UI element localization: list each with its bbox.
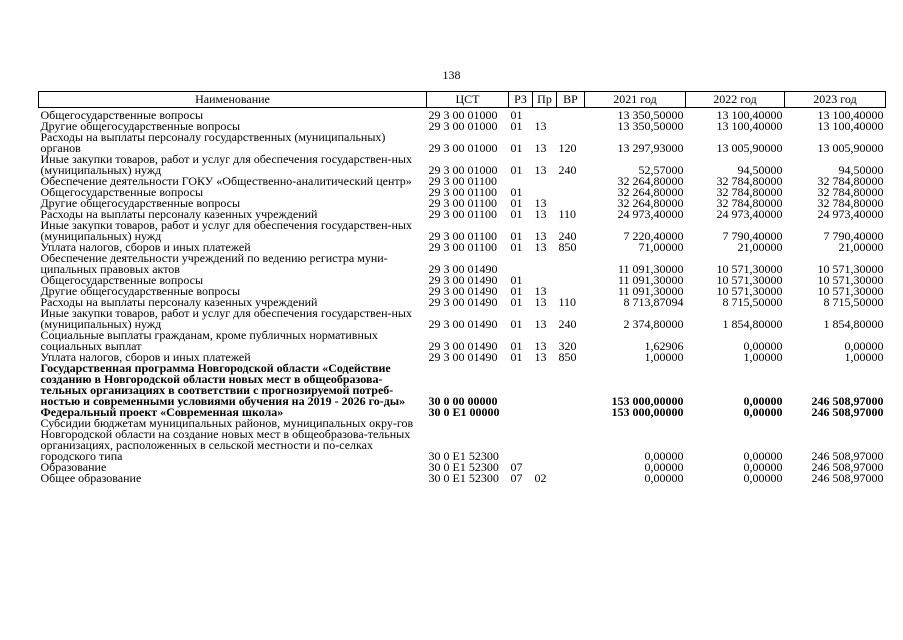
cell-rz: 01	[510, 295, 523, 309]
cell-cst: 29 3 00 01490	[428, 317, 498, 331]
cell-cst: 29 3 00 01490	[428, 273, 498, 287]
cell-2023: 10 571,30000	[817, 284, 884, 298]
cell-2022: 0,00000	[743, 449, 783, 463]
cell-name: Расходы на выплаты персоналу казенных учреждений	[40, 207, 318, 221]
cell-rz: 01	[510, 350, 523, 364]
cell-vr	[557, 187, 585, 198]
cell-pr: 13	[534, 317, 547, 331]
cell-name: Субсидии бюджетам муниципальных районов, муниципальных окру-гов Новгородской области на создание новых мест в общеобразова-тельных организациях, расположенных в сельской местности и по-селках городского типа	[40, 416, 414, 463]
cell-cst: 29 3 00 01490	[428, 262, 498, 276]
cell-name: Расходы на выплаты персоналу казенных учреждений	[40, 295, 318, 309]
cell-name: Иные закупки товаров, работ и услуг для обеспечения государствен-ных (муниципальных) нужд	[40, 218, 412, 243]
cell-2023: 32 784,80000	[817, 174, 884, 188]
cell-2021: 32 264,80000	[617, 185, 684, 199]
cell-name: Другие общегосударственные вопросы	[40, 119, 241, 133]
cell-cst: 29 3 00 01000	[428, 163, 498, 177]
cell-cst: 29 3 00 01000	[428, 119, 498, 133]
cell-2022: 0,00000	[743, 460, 783, 474]
cell-vr: 110	[558, 295, 577, 309]
header-vr: ВР	[557, 92, 585, 108]
cell-2021: 11 091,30000	[617, 262, 684, 276]
table-row	[39, 418, 886, 462]
cell-2023: 246 508,97000	[811, 449, 884, 463]
cell-rz: 01	[510, 207, 523, 221]
cell-name: Образование	[40, 460, 107, 474]
cell-2022: 32 784,80000	[716, 174, 783, 188]
cell-2021: 32 264,80000	[617, 196, 684, 210]
cell-cst: 29 3 00 01000	[428, 141, 498, 155]
cell-name: Уплата налогов, сборов и иных платежей	[40, 350, 251, 364]
cell-2021: 8 713,87094	[623, 295, 684, 309]
cell-name: Уплата налогов, сборов и иных платежей	[40, 240, 251, 254]
cell-2023: 32 784,80000	[817, 185, 884, 199]
cell-cst: 29 3 00 01100	[428, 185, 498, 199]
cell-pr	[533, 407, 557, 418]
header-rz: РЗ	[509, 92, 533, 108]
cell-2022: 10 571,30000	[716, 284, 783, 298]
cell-pr	[533, 418, 557, 462]
cell-2021: 153 000,00000	[611, 394, 684, 408]
cell-vr	[557, 462, 585, 473]
cell-2022: 0,00000	[743, 394, 783, 408]
header-cst: ЦСТ	[427, 92, 509, 108]
cell-2022: 13 005,90000	[716, 141, 783, 155]
cell-2021: 1,00000	[644, 350, 684, 364]
cell-pr: 13	[534, 141, 547, 155]
cell-rz: 01	[510, 284, 523, 298]
cell-2023: 94,50000	[838, 163, 884, 177]
cell-2022: 10 571,30000	[716, 273, 783, 287]
cell-2022: 1,00000	[743, 350, 783, 364]
cell-2023: 13 100,40000	[817, 108, 884, 122]
cell-rz: 01	[510, 119, 523, 133]
table-row	[39, 154, 886, 176]
cell-2022: 32 784,80000	[716, 196, 783, 210]
cell-2023: 7 790,40000	[823, 229, 884, 243]
cell-vr	[557, 407, 585, 418]
cell-pr: 13	[534, 240, 547, 254]
header-name: Наименование	[39, 92, 427, 108]
cell-2023: 13 100,40000	[817, 119, 884, 133]
cell-2022: 10 571,30000	[716, 262, 783, 276]
table-row	[39, 220, 886, 242]
cell-rz: 01	[510, 240, 523, 254]
cell-cst: 29 3 00 01490	[428, 295, 498, 309]
cell-2022: 0,00000	[743, 471, 783, 485]
cell-pr: 13	[534, 163, 547, 177]
cell-vr: 320	[558, 339, 577, 353]
cell-2021: 11 091,30000	[617, 284, 684, 298]
cell-2022: 0,00000	[743, 339, 783, 353]
cell-2023: 8 715,50000	[823, 295, 884, 309]
cell-vr	[557, 275, 585, 286]
cell-pr	[533, 363, 557, 407]
cell-vr: 110	[558, 207, 577, 221]
table-row	[39, 253, 886, 275]
cell-2021: 71,00000	[638, 240, 684, 254]
cell-pr	[533, 253, 557, 275]
cell-2022: 0,00000	[743, 405, 783, 419]
table-row	[39, 363, 886, 407]
header-pr: Пр	[533, 92, 557, 108]
cell-2023: 10 571,30000	[817, 273, 884, 287]
cell-2023: 1 854,80000	[823, 317, 884, 331]
cell-rz: 01	[510, 108, 523, 122]
cell-pr: 13	[534, 350, 547, 364]
cell-pr: 13	[534, 339, 547, 353]
cell-2022: 13 100,40000	[716, 119, 783, 133]
table-row	[39, 308, 886, 330]
cell-rz: 01	[510, 229, 523, 243]
cell-rz: 07	[510, 460, 523, 474]
cell-2023: 246 508,97000	[811, 394, 884, 408]
cell-2022: 32 784,80000	[716, 185, 783, 199]
budget-table	[38, 91, 886, 484]
cell-cst: 29 3 00 01490	[428, 339, 498, 353]
cell-2023: 13 005,90000	[817, 141, 884, 155]
cell-2023: 32 784,80000	[817, 196, 884, 210]
cell-name: Общегосударственные вопросы	[40, 185, 204, 199]
cell-cst: 29 3 00 01490	[428, 350, 498, 364]
table-row	[39, 132, 886, 154]
cell-pr: 13	[534, 284, 547, 298]
cell-2022: 7 790,40000	[722, 229, 783, 243]
cell-cst: 29 3 00 01000	[428, 108, 498, 122]
cell-cst: 30 0 E1 52300	[428, 449, 499, 463]
cell-vr	[557, 418, 585, 462]
cell-name: Общегосударственные вопросы	[40, 108, 204, 122]
cell-2021: 0,00000	[644, 449, 684, 463]
cell-rz: 01	[510, 141, 523, 155]
cell-cst: 29 3 00 01100	[428, 229, 498, 243]
header-row	[39, 92, 886, 108]
cell-vr: 240	[558, 163, 577, 177]
cell-2023: 21,00000	[838, 240, 884, 254]
cell-2022: 21,00000	[737, 240, 783, 254]
cell-vr	[557, 473, 585, 484]
cell-2021: 13 297,93000	[617, 141, 684, 155]
cell-2021: 24 973,40000	[617, 207, 684, 221]
cell-2022: 1 854,80000	[722, 317, 783, 331]
cell-2021: 0,00000	[644, 460, 684, 474]
cell-2021: 13 350,50000	[617, 108, 684, 122]
cell-name: Другие общегосударственные вопросы	[40, 284, 241, 298]
cell-2021: 13 350,50000	[617, 119, 684, 133]
cell-rz: 01	[510, 273, 523, 287]
cell-cst: 29 3 00 01100	[428, 240, 498, 254]
cell-pr	[533, 176, 557, 187]
cell-2021: 153 000,00000	[611, 405, 684, 419]
cell-rz: 01	[510, 196, 523, 210]
cell-rz	[509, 363, 533, 407]
cell-cst: 29 3 00 01100	[428, 174, 498, 188]
cell-cst: 29 3 00 01100	[428, 207, 498, 221]
header-2023: 2023 год	[785, 92, 886, 108]
cell-rz	[509, 418, 533, 462]
cell-vr	[557, 176, 585, 187]
cell-2021: 2 374,80000	[623, 317, 684, 331]
cell-name: Обеспечение деятельности учреждений по ведению регистра муни-ципальных правовых актов	[40, 251, 388, 276]
header-2021: 2021 год	[585, 92, 686, 108]
cell-name: Обеспечение деятельности ГОКУ «Общественно-аналитический центр»	[40, 174, 412, 188]
cell-name: Государственная программа Новгородской области «Содействие созданию в Новгородской области новых мест в общеобразова-тельных организациях в соответствии с прогнозируемой потреб-ностью и современными условиями обучения на 2019 - 2026 го-ды»	[40, 361, 406, 408]
cell-rz	[509, 407, 533, 418]
cell-2021: 0,00000	[644, 471, 684, 485]
cell-vr	[557, 108, 585, 122]
table-row	[39, 473, 886, 484]
page-number: 138	[442, 68, 461, 82]
header-2022: 2022 год	[686, 92, 785, 108]
cell-2021: 52,57000	[638, 163, 684, 177]
cell-2021: 32 264,80000	[617, 174, 684, 188]
table-body	[39, 108, 886, 485]
cell-name: Иные закупки товаров, работ и услуг для обеспечения государствен-ных (муниципальных) нужд	[40, 152, 412, 177]
cell-rz: 01	[510, 339, 523, 353]
cell-cst: 30 0 00 00000	[428, 394, 498, 408]
cell-2022: 94,50000	[737, 163, 783, 177]
cell-vr: 240	[558, 317, 577, 331]
cell-2021: 1,62906	[644, 339, 684, 353]
cell-pr: 13	[534, 196, 547, 210]
cell-rz: 01	[510, 185, 523, 199]
cell-vr: 120	[558, 141, 577, 155]
cell-vr: 850	[558, 350, 577, 364]
cell-vr	[557, 363, 585, 407]
cell-2023: 1,00000	[844, 350, 884, 364]
cell-cst: 30 0 E1 00000	[428, 405, 500, 419]
cell-vr	[557, 253, 585, 275]
cell-vr: 850	[558, 240, 577, 254]
cell-pr: 13	[534, 229, 547, 243]
cell-2023: 246 508,97000	[811, 460, 884, 474]
cell-name: Иные закупки товаров, работ и услуг для обеспечения государствен-ных (муниципальных) нужд	[40, 306, 412, 331]
cell-pr: 02	[534, 471, 547, 485]
cell-2023: 10 571,30000	[817, 262, 884, 276]
cell-2023: 246 508,97000	[811, 471, 884, 485]
cell-cst: 29 3 00 01100	[428, 196, 498, 210]
cell-vr: 240	[558, 229, 577, 243]
cell-name: Общегосударственные вопросы	[40, 273, 204, 287]
cell-pr: 13	[534, 295, 547, 309]
cell-cst: 30 0 E1 52300	[428, 460, 499, 474]
cell-vr	[557, 121, 585, 132]
cell-2022: 24 973,40000	[716, 207, 783, 221]
table-header	[39, 92, 886, 108]
cell-name: Расходы на выплаты персоналу государственных (муниципальных) органов	[40, 130, 386, 155]
table-row	[39, 330, 886, 352]
cell-2021: 11 091,30000	[617, 273, 684, 287]
cell-name: Социальные выплаты гражданам, кроме публичных нормативных социальных выплат	[40, 328, 378, 353]
cell-cst: 30 0 E1 52300	[428, 471, 499, 485]
cell-pr: 13	[534, 207, 547, 221]
cell-rz: 07	[510, 471, 523, 485]
cell-cst: 29 3 00 01490	[428, 284, 498, 298]
cell-name: Другие общегосударственные вопросы	[40, 196, 241, 210]
cell-rz: 01	[510, 163, 523, 177]
cell-name: Федеральный проект «Современная школа»	[40, 405, 284, 419]
cell-2021: 7 220,40000	[623, 229, 684, 243]
cell-2023: 246 508,97000	[811, 405, 884, 419]
cell-2023: 0,00000	[844, 339, 884, 353]
cell-rz	[509, 253, 533, 275]
cell-pr: 13	[534, 119, 547, 133]
cell-2022: 8 715,50000	[722, 295, 783, 309]
cell-2022: 13 100,40000	[716, 108, 783, 122]
cell-rz: 01	[510, 317, 523, 331]
cell-2023: 24 973,40000	[817, 207, 884, 221]
cell-name: Общее образование	[40, 471, 142, 485]
